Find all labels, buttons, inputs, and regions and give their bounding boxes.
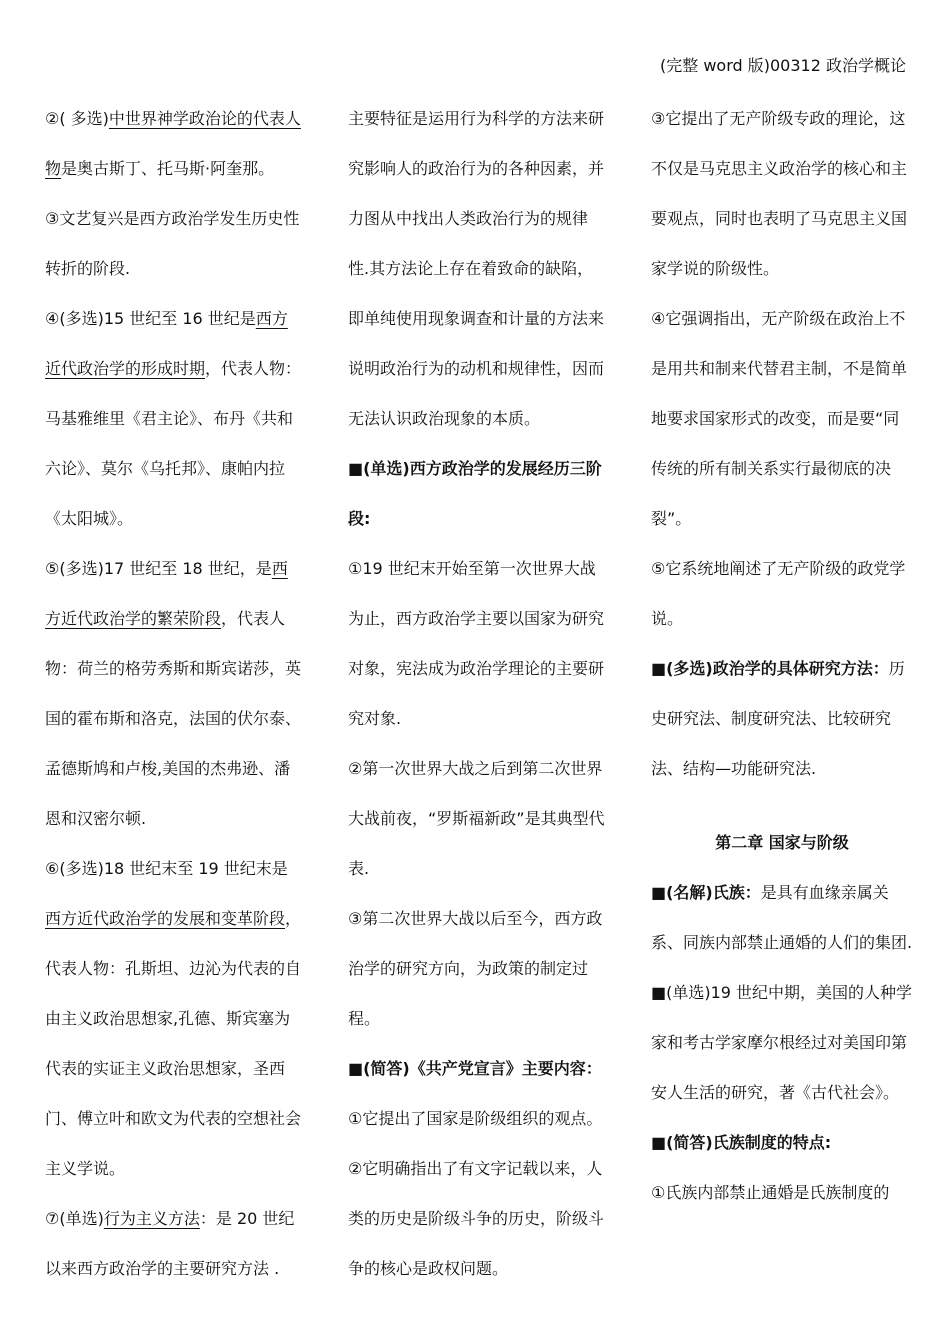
- text-column-3: [651, 94, 913, 1218]
- paragraph: [45, 844, 303, 1194]
- text-run: 是奥古斯丁、托马斯·阿奎那。: [61, 159, 275, 178]
- term-label: ■(多选)政治学的具体研究方法：: [651, 659, 889, 678]
- text-run: ，代表人物：荷兰的格劳秀斯和斯宾诺莎，英国的霍布斯和洛克，法国的伏尔泰、孟德斯鸠和卢梭,美国的杰弗逊、潘恩和汉密尔顿.: [45, 609, 302, 828]
- text-run: ②( 多选): [45, 109, 109, 128]
- paragraph: [45, 294, 303, 544]
- paragraph: [651, 868, 913, 968]
- paragraph: ①氏族内部禁止通婚是氏族制度的: [651, 1183, 890, 1202]
- paragraph: ③第二次世界大战以后至今，西方政治学的研究方向，为政策的制定过程。: [348, 909, 603, 1028]
- text-run: ，代表人物：马基雅维里《君主论》、布丹《共和六论》、莫尔《乌托邦》、康帕内拉《太阳城》。: [45, 359, 302, 528]
- chapter-title: 第二章 国家与阶级: [715, 833, 849, 852]
- text-run: 是具有血缘亲属关系、同族内部禁止通婚的人们的集团.: [651, 883, 913, 952]
- text-column-2: [348, 94, 606, 1294]
- paragraph: ②第一次世界大战之后到第二次世界大战前夜，“罗斯福新政”是其典型代表.: [348, 759, 605, 878]
- paragraph: 主要特征是运用行为科学的方法来研究影响人的政治行为的各种因素，并力图从中找出人类政治行为的规律性.其方法论上存在着致命的缺陷，即单纯使用现象调查和计量的方法来说明政治行为的动机和规律性，因而无法认识政治现象的本质。: [348, 109, 605, 428]
- paragraph: ③它提出了无产阶级专政的理论，这不仅是马克思主义政治学的核心和主要观点，同时也表明了马克思主义国家学说的阶级性。: [651, 109, 908, 278]
- underlined-term: 中世界神学政治论的代表人物: [45, 109, 301, 178]
- underlined-term: 西方近代政治学的繁荣阶段: [45, 559, 288, 628]
- section-heading: ■(单选)西方政治学的发展经历三阶段:: [348, 459, 602, 528]
- paragraph: ④它强调指出，无产阶级在政治上不是用共和制来代替君主制，不是简单地要求国家形式的改变，而是要“同传统的所有制关系实行最彻底的决裂”。: [651, 309, 908, 528]
- text-run: ⑦(单选): [45, 1209, 104, 1228]
- section-heading: ■(简答)《共产党宣言》主要内容：: [348, 1059, 602, 1078]
- text-run: ⑥(多选)18 世纪末至 19 世纪末是: [45, 859, 288, 878]
- text-run: ：是 20 世纪以来西方政治学的主要研究方法 .: [45, 1209, 295, 1278]
- text-run: ⑤(多选)17 世纪至 18 世纪，是: [45, 559, 272, 578]
- underlined-term: 西方近代政治学的形成时期: [45, 309, 288, 378]
- underlined-term: 行为主义方法: [103, 1209, 200, 1228]
- paragraph: ⑤它系统地阐述了无产阶级的政党学说。: [651, 559, 906, 628]
- paragraph: ①19 世纪末开始至第一次世界大战为止，西方政治学主要以国家为研究对象，宪法成为政治学理论的主要研究对象.: [348, 559, 605, 728]
- underlined-term: 西方近代政治学的发展和变革阶段: [45, 909, 286, 928]
- text-run: 历史研究法、制度研究法、比较研究法、结构—功能研究法.: [651, 659, 905, 778]
- paragraph: ■(单选)19 世纪中期，美国的人种学家和考古学家摩尔根经过对美国印第安人生活的研究，著《古代社会》。: [651, 983, 913, 1102]
- paragraph: ①它提出了国家是阶级组织的观点。: [348, 1109, 603, 1128]
- document-header: (完整 word 版)00312 政治学概论: [660, 56, 906, 75]
- term-label: ■(名解)氏族：: [651, 883, 761, 902]
- section-heading: ■(简答)氏族制度的特点:: [651, 1133, 832, 1152]
- paragraph: ③文艺复兴是西方政治学发生历史性转折的阶段.: [45, 209, 300, 278]
- text-column-1: [45, 94, 303, 1294]
- paragraph: [45, 94, 303, 194]
- paragraph: [651, 644, 913, 794]
- text-run: ，代表人物：孔斯坦、边沁为代表的自由主义政治思想家,孔德、斯宾塞为代表的实证主义政治思想家，圣西门、傅立叶和欧文为代表的空想社会主义学说。: [45, 909, 302, 1178]
- paragraph: [45, 544, 303, 844]
- text-run: ④(多选)15 世纪至 16 世纪是: [45, 309, 256, 328]
- paragraph: ②它明确指出了有文字记载以来，人类的历史是阶级斗争的历史，阶级斗争的核心是政权问题。: [348, 1159, 605, 1278]
- paragraph: [45, 1194, 303, 1294]
